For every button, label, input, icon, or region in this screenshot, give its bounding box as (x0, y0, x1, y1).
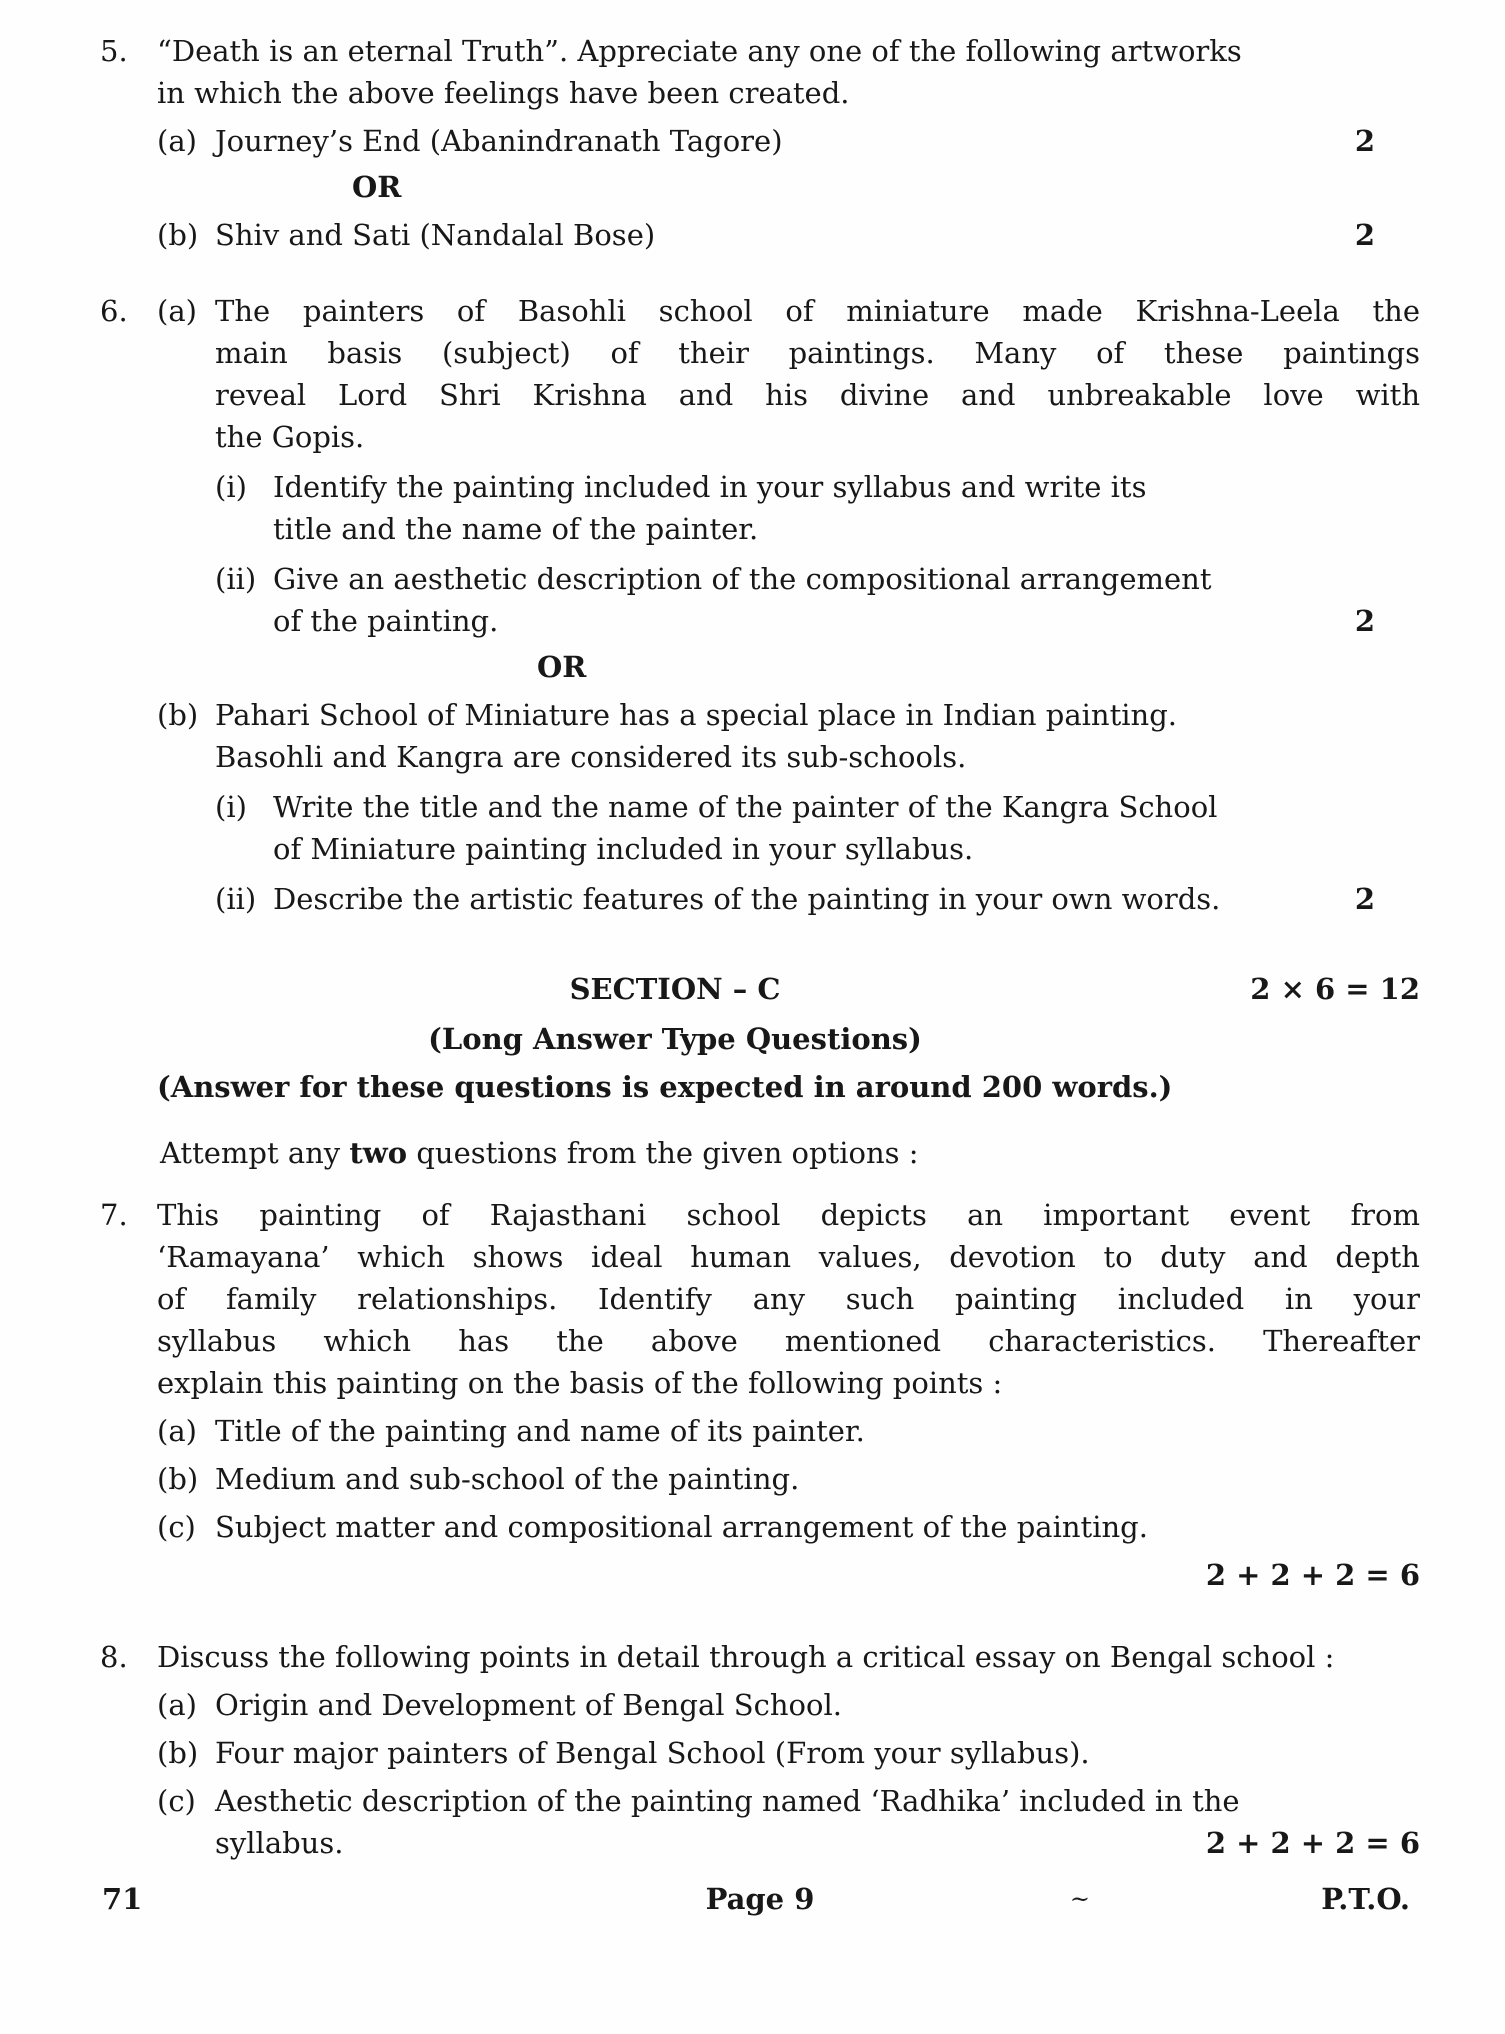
part-ii-label: (ii) (215, 562, 257, 596)
question-6-option-a (157, 290, 1420, 642)
option-a-marks: 2 (1354, 124, 1375, 158)
point-b-text: Four major painters of Bengal School (From your syllabus). (215, 1736, 1090, 1770)
question-8 (100, 1636, 1420, 1864)
part-i-line-1: Identify the painting included in your syllabus and write its (273, 470, 1147, 504)
part-ii-line-2: of the painting. (273, 604, 499, 638)
part-i-line-2: of Miniature painting included in your syllabus. (273, 832, 974, 866)
part-ii-label: (ii) (215, 882, 257, 916)
question-5-option-b (157, 214, 1420, 256)
question-5-intro (157, 30, 1420, 114)
question-8-number: 8. (100, 1640, 128, 1674)
question-7-intro-line-5: explain this painting on the basis of the following points : (157, 1366, 1003, 1400)
part-ii-line-1: Give an aesthetic description of the compositional arrangement (273, 562, 1212, 596)
point-b-text: Medium and sub-school of the painting. (215, 1462, 800, 1496)
part-i-line-2: title and the name of the painter. (273, 512, 759, 546)
question-6b-part-i (215, 786, 1420, 870)
question-8-point-c (157, 1780, 1420, 1864)
question-6 (100, 290, 1420, 920)
question-6a-intro-line-3: reveal Lord Shri Krishna and his divine and unbreakable love with (215, 378, 1420, 412)
point-c-label: (c) (157, 1510, 196, 1544)
point-c-line-2: syllabus. (215, 1826, 344, 1860)
attempt-instruction (160, 1132, 1420, 1174)
section-c-note: (Answer for these questions is expected in around 200 words.) (157, 1070, 1173, 1104)
point-a-label: (a) (157, 1414, 197, 1448)
question-5-number: 5. (100, 34, 128, 68)
footer-pto: P.T.O. (1321, 1882, 1410, 1916)
question-7-marks: 2 + 2 + 2 = 6 (1205, 1558, 1420, 1592)
question-6a-intro-line-4: the Gopis. (215, 420, 365, 454)
question-7-intro (157, 1194, 1420, 1404)
point-a-text: Title of the painting and name of its painter. (215, 1414, 865, 1448)
question-8-marks: 2 + 2 + 2 = 6 (1205, 1826, 1420, 1860)
question-6b-intro-line-2: Basohli and Kangra are considered its sub-schools. (215, 740, 967, 774)
question-7-number: 7. (100, 1198, 128, 1232)
footer-tilde-mark: ~ (1069, 1885, 1090, 1913)
page-footer (100, 1878, 1420, 1922)
section-c-marks: 2 × 6 = 12 (1250, 972, 1420, 1006)
point-a-label: (a) (157, 1688, 197, 1722)
attempt-suffix: questions from the given options : (407, 1136, 919, 1170)
question-8-intro: Discuss the following points in detail through a critical essay on Bengal school : (157, 1640, 1335, 1674)
part-i-label: (i) (215, 790, 247, 824)
question-7 (100, 1194, 1420, 1596)
option-b-marks: 2 (1354, 218, 1375, 252)
footer-page-number: Page 9 (705, 1882, 815, 1916)
question-6b-intro (215, 694, 1420, 778)
point-c-line-1: Aesthetic description of the painting named ‘Radhika’ included in the (215, 1784, 1240, 1818)
question-6-option-b (157, 694, 1420, 920)
question-8-point-a (157, 1684, 1420, 1726)
part-ii-text: Describe the artistic features of the painting in your own words. (273, 882, 1221, 916)
question-7-intro-line-3: of family relationships. Identify any such painting included in your (157, 1282, 1420, 1316)
option-a-label: (a) (157, 294, 197, 328)
part-i-label: (i) (215, 470, 247, 504)
question-6b-part-ii (215, 878, 1420, 920)
question-6a-intro-line-2: main basis (subject) of their paintings. Many of these paintings (215, 336, 1420, 370)
point-b-label: (b) (157, 1462, 199, 1496)
option-b-label: (b) (157, 698, 199, 732)
part-ii-marks: 2 (1354, 882, 1375, 916)
question-6b-intro-line-1: Pahari School of Miniature has a special place in Indian painting. (215, 698, 1177, 732)
or-separator-q5: OR (352, 170, 402, 204)
point-b-label: (b) (157, 1736, 199, 1770)
question-6a-intro (215, 290, 1420, 458)
question-7-point-b (157, 1458, 1420, 1500)
option-a-label: (a) (157, 124, 197, 158)
point-a-text: Origin and Development of Bengal School. (215, 1688, 842, 1722)
question-6-number: 6. (100, 294, 128, 328)
point-c-label: (c) (157, 1784, 196, 1818)
or-separator-q6: OR (537, 650, 587, 684)
question-6a-intro-line-1: The painters of Basohli school of miniature made Krishna-Leela the (215, 294, 1420, 328)
option-b-label: (b) (157, 218, 199, 252)
question-7-intro-line-2: ‘Ramayana’ which shows ideal human values, devotion to duty and depth (157, 1240, 1420, 1274)
attempt-prefix: Attempt any (160, 1136, 350, 1170)
question-7-intro-line-4: syllabus which has the above mentioned characteristics. Thereafter (157, 1324, 1420, 1358)
point-c-text: Subject matter and compositional arrangement of the painting. (215, 1510, 1148, 1544)
part-i-line-1: Write the title and the name of the painter of the Kangra School (273, 790, 1218, 824)
question-8-point-b (157, 1732, 1420, 1774)
section-c-title: SECTION – C (569, 972, 781, 1006)
question-7-point-a (157, 1410, 1420, 1452)
question-5-intro-line-1: “Death is an eternal Truth”. Appreciate any one of the following artworks (157, 34, 1242, 68)
question-6a-part-i (215, 466, 1420, 550)
question-7-point-c (157, 1506, 1420, 1548)
question-6a-part-ii (215, 558, 1420, 642)
section-c-subtitle: (Long Answer Type Questions) (428, 1022, 922, 1056)
question-5 (100, 30, 1420, 256)
section-c-heading-row (100, 968, 1420, 1010)
option-a-text: Journey’s End (Abanindranath Tagore) (215, 124, 783, 158)
question-7-intro-line-1: This painting of Rajasthani school depicts an important event from (157, 1198, 1420, 1232)
option-b-text: Shiv and Sati (Nandalal Bose) (215, 218, 656, 252)
attempt-bold-word: two (349, 1136, 408, 1170)
footer-paper-code: 71 (102, 1882, 143, 1916)
question-5-intro-line-2: in which the above feelings have been created. (157, 76, 850, 110)
part-ii-marks: 2 (1354, 604, 1375, 638)
question-5-option-a (157, 120, 1420, 162)
